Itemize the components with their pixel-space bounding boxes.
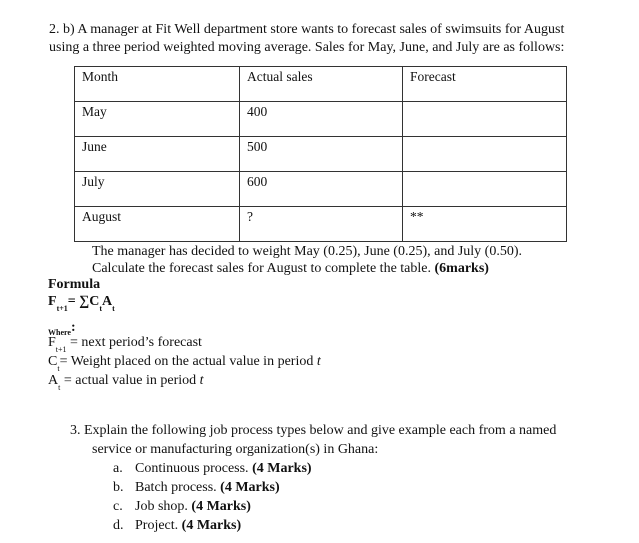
def-text: = actual value in period [63,373,200,388]
sales-table [74,66,567,242]
def-f [48,335,202,354]
def-t: t [316,354,321,369]
instr-text: Calculate the forecast sales for August to complete the table. [92,261,431,276]
def-var: F [48,335,56,350]
header-month: Month [75,67,240,102]
cell [403,137,567,172]
def-sub: t+1 [55,345,67,354]
where-text: Where [48,328,71,337]
item-letter: d. [113,518,124,533]
formula-equation [48,294,115,313]
item-letter: c. [113,499,123,514]
eq-sub: t+1 [56,304,68,313]
def-sub: t [57,364,60,373]
eq-sub-t2: t [112,304,115,313]
def-var: C [48,354,58,369]
cell: August [75,207,240,242]
item-marks: (4 Marks) [220,480,280,495]
eq-sub-t: t [99,304,103,313]
q3-line2: service or manufacturing organization(s) in Ghana: [92,442,379,457]
table-row [75,172,567,207]
def-t: t [199,373,204,388]
q3-item-b [113,480,280,496]
formula-title: Formula [48,277,101,292]
eq-a: A [102,294,113,309]
cell: June [75,137,240,172]
header-forecast: Forecast [403,67,567,102]
where-colon: : [70,320,76,335]
q3-item-a [113,461,312,477]
q3-item-d [113,518,241,534]
item-marks: (4 Marks) [252,461,312,476]
q3-item-c [113,499,251,515]
cell: 400 [240,102,403,137]
item-text: Job shop. [135,499,192,514]
instr-line1: The manager has decided to weight May (0.25), June (0.25), and July (0.50). [92,244,522,259]
cell [403,102,567,137]
item-text: Batch process. [135,480,221,495]
def-sub: t [58,383,61,392]
cell: ? [240,207,403,242]
eq-f: F [48,294,57,309]
item-marks: (4 Marks) [181,518,242,533]
item-letter: b. [113,480,124,495]
def-var: A [48,373,59,388]
table-row [75,137,567,172]
q2-line2: using a three period weighted moving average. Sales for May, June, and July are as follows: [49,40,565,55]
def-c [48,354,321,373]
item-marks: (4 Marks) [191,499,251,514]
table-row [75,102,567,137]
header-actual: Actual sales [240,67,403,102]
cell: 600 [240,172,403,207]
cell: May [75,102,240,137]
cell: 500 [240,137,403,172]
cell [403,172,567,207]
def-a [48,373,204,392]
table-row [75,207,567,242]
cell: July [75,172,240,207]
item-text: Continuous process. [135,461,253,476]
item-text: Project. [135,518,182,533]
instr-marks: (6marks) [434,261,489,276]
def-text: = Weight placed on the actual value in period [59,354,317,369]
table-header-row [75,67,567,102]
item-letter: a. [113,461,123,476]
cell: ** [403,207,567,242]
q2-line1: 2. b) A manager at Fit Well department store wants to forecast sales of swimsuits for August [49,22,565,37]
eq-sum: = ∑C [67,294,100,309]
instr-line2 [92,261,489,277]
def-text: = next period’s forecast [70,335,202,350]
q3-line1: 3. Explain the following job process types below and give example each from a named [70,423,557,438]
